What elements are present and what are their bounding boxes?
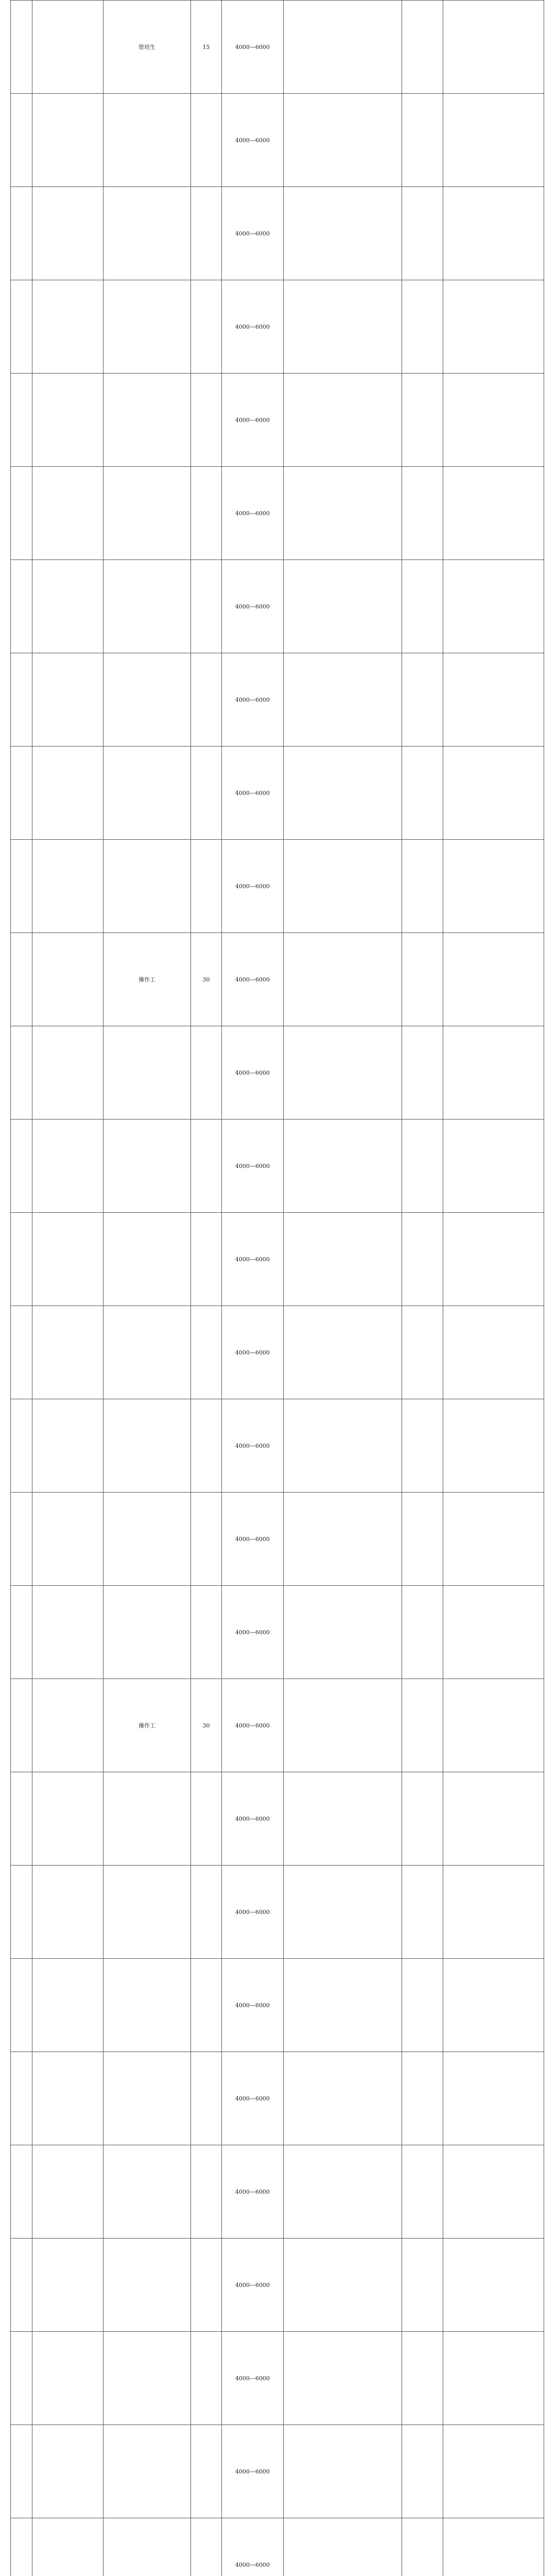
row-number <box>11 374 32 467</box>
position-name: 管培生 <box>103 1 191 94</box>
company-name <box>32 2332 103 2425</box>
salary-range: 4000—6000 <box>222 1120 284 1213</box>
company-name <box>32 1586 103 1679</box>
table-row <box>11 1 544 94</box>
row-number <box>11 2052 32 2145</box>
contact-person <box>402 1026 443 1120</box>
hiring-count <box>191 374 222 467</box>
contact-person <box>402 1772 443 1866</box>
contact-phone <box>443 2239 544 2332</box>
company-name <box>32 1959 103 2052</box>
contact-person <box>402 467 443 560</box>
salary-range: 4000—6000 <box>222 1399 284 1493</box>
company-address <box>284 1306 402 1399</box>
row-number <box>11 1 32 94</box>
table-row <box>11 747 544 840</box>
company-address <box>284 1 402 94</box>
salary-range: 4000—6000 <box>222 2518 284 2576</box>
table-row <box>11 840 544 933</box>
contact-phone <box>443 1772 544 1866</box>
company-address <box>284 2145 402 2239</box>
table-row <box>11 1120 544 1213</box>
row-number <box>11 2239 32 2332</box>
contact-person <box>402 1213 443 1306</box>
company-address <box>284 2425 402 2518</box>
salary-range: 4000—6000 <box>222 1493 284 1586</box>
position-name <box>103 1586 191 1679</box>
salary-range: 4000—6000 <box>222 653 284 747</box>
company-address <box>284 653 402 747</box>
contact-phone <box>443 1026 544 1120</box>
company-address <box>284 1026 402 1120</box>
company-address <box>284 747 402 840</box>
contact-phone <box>443 747 544 840</box>
contact-phone <box>443 1679 544 1772</box>
contact-phone <box>443 1213 544 1306</box>
salary-range: 4000—6000 <box>222 94 284 187</box>
position-name <box>103 94 191 187</box>
row-number <box>11 2145 32 2239</box>
row-number <box>11 280 32 374</box>
table-row <box>11 467 544 560</box>
salary-range: 4000—6000 <box>222 1306 284 1399</box>
position-name <box>103 653 191 747</box>
company-name <box>32 280 103 374</box>
position-name: 操作工 <box>103 933 191 1026</box>
row-number <box>11 187 32 280</box>
position-name <box>103 1399 191 1493</box>
table-row <box>11 1213 544 1306</box>
table-row <box>11 280 544 374</box>
row-number <box>11 2332 32 2425</box>
table-row <box>11 1586 544 1679</box>
row-number <box>11 2425 32 2518</box>
contact-phone <box>443 187 544 280</box>
table-row <box>11 1026 544 1120</box>
row-number <box>11 1679 32 1772</box>
hiring-count <box>191 280 222 374</box>
company-name <box>32 1306 103 1399</box>
row-number <box>11 1772 32 1866</box>
hiring-count <box>191 1493 222 1586</box>
hiring-count <box>191 2239 222 2332</box>
contact-phone <box>443 1 544 94</box>
row-number <box>11 560 32 653</box>
table-row <box>11 2052 544 2145</box>
contact-person <box>402 840 443 933</box>
salary-range: 4000—6000 <box>222 560 284 653</box>
company-name <box>32 1399 103 1493</box>
contact-phone <box>443 374 544 467</box>
row-number <box>11 1493 32 1586</box>
hiring-count <box>191 1586 222 1679</box>
contact-person <box>402 653 443 747</box>
salary-range: 4000—6000 <box>222 1679 284 1772</box>
position-name <box>103 1959 191 2052</box>
salary-range: 4000—6000 <box>222 933 284 1026</box>
company-name <box>32 1866 103 1959</box>
salary-range: 4000—6000 <box>222 2145 284 2239</box>
contact-phone <box>443 560 544 653</box>
salary-range: 4000—6000 <box>222 1 284 94</box>
company-address <box>284 1959 402 2052</box>
company-name <box>32 374 103 467</box>
row-number <box>11 1586 32 1679</box>
hiring-count <box>191 1399 222 1493</box>
hiring-count: 30 <box>191 1679 222 1772</box>
row-number <box>11 653 32 747</box>
position-name <box>103 1306 191 1399</box>
position-name <box>103 840 191 933</box>
position-name: 操作工 <box>103 1679 191 1772</box>
company-name <box>32 1679 103 1772</box>
salary-range: 4000—6000 <box>222 2239 284 2332</box>
table-row <box>11 94 544 187</box>
company-address <box>284 1586 402 1679</box>
contact-person <box>402 1959 443 2052</box>
hiring-count <box>191 1866 222 1959</box>
company-name <box>32 747 103 840</box>
company-address <box>284 840 402 933</box>
contact-person <box>402 2052 443 2145</box>
contact-person <box>402 1679 443 1772</box>
row-number <box>11 1399 32 1493</box>
table-row <box>11 1399 544 1493</box>
position-name <box>103 747 191 840</box>
salary-range: 4000—6000 <box>222 374 284 467</box>
company-name <box>32 1026 103 1120</box>
position-name <box>103 1120 191 1213</box>
salary-range: 4000—6000 <box>222 187 284 280</box>
company-name <box>32 467 103 560</box>
hiring-count <box>191 2518 222 2576</box>
contact-person <box>402 1120 443 1213</box>
company-address <box>284 1399 402 1493</box>
hiring-count <box>191 1306 222 1399</box>
hiring-count <box>191 653 222 747</box>
salary-range: 4000—6000 <box>222 2052 284 2145</box>
contact-person <box>402 1 443 94</box>
hiring-count <box>191 1213 222 1306</box>
company-name <box>32 94 103 187</box>
row-number <box>11 1959 32 2052</box>
position-name <box>103 280 191 374</box>
hiring-count <box>191 1120 222 1213</box>
salary-range: 4000—6000 <box>222 2332 284 2425</box>
hiring-count <box>191 2145 222 2239</box>
salary-range: 4000—6000 <box>222 1586 284 1679</box>
table-row <box>11 2425 544 2518</box>
job-listing-table <box>10 0 544 2576</box>
salary-range: 4000—6000 <box>222 1026 284 1120</box>
contact-phone <box>443 1493 544 1586</box>
contact-phone <box>443 1866 544 1959</box>
contact-person <box>402 2332 443 2425</box>
company-name <box>32 1120 103 1213</box>
table-row <box>11 2145 544 2239</box>
hiring-count <box>191 187 222 280</box>
company-address <box>284 2332 402 2425</box>
company-name <box>32 2052 103 2145</box>
company-address <box>284 2518 402 2576</box>
table-row <box>11 1306 544 1399</box>
hiring-count <box>191 94 222 187</box>
hiring-count: 15 <box>191 1 222 94</box>
salary-range: 4000—6000 <box>222 840 284 933</box>
contact-person <box>402 1586 443 1679</box>
table-row <box>11 1866 544 1959</box>
contact-phone <box>443 2052 544 2145</box>
salary-range: 4000—6000 <box>222 280 284 374</box>
hiring-count <box>191 467 222 560</box>
contact-person <box>402 2518 443 2576</box>
hiring-count <box>191 560 222 653</box>
salary-range: 4000—6000 <box>222 2425 284 2518</box>
company-name <box>32 2518 103 2576</box>
company-address <box>284 1679 402 1772</box>
table-row <box>11 1493 544 1586</box>
contact-person <box>402 933 443 1026</box>
contact-person <box>402 2145 443 2239</box>
company-name <box>32 653 103 747</box>
hiring-count <box>191 1772 222 1866</box>
contact-phone <box>443 1959 544 2052</box>
contact-person <box>402 1306 443 1399</box>
contact-phone <box>443 933 544 1026</box>
company-name <box>32 1772 103 1866</box>
table-row <box>11 653 544 747</box>
position-name <box>103 2425 191 2518</box>
row-number <box>11 840 32 933</box>
row-number <box>11 2518 32 2576</box>
table-row <box>11 2518 544 2576</box>
company-address <box>284 1493 402 1586</box>
company-address <box>284 280 402 374</box>
contact-phone <box>443 1399 544 1493</box>
company-name <box>32 560 103 653</box>
position-name <box>103 2518 191 2576</box>
contact-phone <box>443 2518 544 2576</box>
salary-range: 4000—6000 <box>222 1213 284 1306</box>
position-name <box>103 2052 191 2145</box>
company-name <box>32 2145 103 2239</box>
contact-phone <box>443 1120 544 1213</box>
table-row <box>11 1772 544 1866</box>
hiring-count <box>191 1026 222 1120</box>
contact-person <box>402 2239 443 2332</box>
table-row <box>11 560 544 653</box>
company-address <box>284 1866 402 1959</box>
position-name <box>103 1213 191 1306</box>
company-name <box>32 2425 103 2518</box>
row-number <box>11 747 32 840</box>
table-row <box>11 1679 544 1772</box>
table-row <box>11 374 544 467</box>
hiring-count <box>191 747 222 840</box>
contact-phone <box>443 94 544 187</box>
company-name <box>32 2239 103 2332</box>
hiring-count <box>191 840 222 933</box>
contact-person <box>402 94 443 187</box>
table-row <box>11 2332 544 2425</box>
position-name <box>103 1493 191 1586</box>
row-number <box>11 1213 32 1306</box>
position-name <box>103 374 191 467</box>
row-number <box>11 1120 32 1213</box>
table-row <box>11 1959 544 2052</box>
hiring-count <box>191 2052 222 2145</box>
position-name <box>103 2145 191 2239</box>
company-address <box>284 1120 402 1213</box>
row-number <box>11 1306 32 1399</box>
company-name <box>32 1213 103 1306</box>
contact-phone <box>443 1306 544 1399</box>
contact-person <box>402 747 443 840</box>
hiring-count <box>191 1959 222 2052</box>
position-name <box>103 2332 191 2425</box>
hiring-count: 30 <box>191 933 222 1026</box>
contact-person <box>402 1493 443 1586</box>
hiring-count <box>191 2332 222 2425</box>
salary-range: 4000—6000 <box>222 1772 284 1866</box>
position-name <box>103 560 191 653</box>
row-number <box>11 1026 32 1120</box>
salary-range: 4000—6000 <box>222 1866 284 1959</box>
contact-phone <box>443 467 544 560</box>
position-name <box>103 1866 191 1959</box>
company-address <box>284 2239 402 2332</box>
company-address <box>284 94 402 187</box>
table-row <box>11 187 544 280</box>
position-name <box>103 467 191 560</box>
company-address <box>284 933 402 1026</box>
contact-phone <box>443 1586 544 1679</box>
row-number <box>11 933 32 1026</box>
contact-person <box>402 187 443 280</box>
company-address <box>284 1213 402 1306</box>
salary-range: 4000—6000 <box>222 1959 284 2052</box>
company-address <box>284 2052 402 2145</box>
position-name <box>103 187 191 280</box>
company-name <box>32 1 103 94</box>
contact-person <box>402 560 443 653</box>
contact-phone <box>443 280 544 374</box>
company-address <box>284 560 402 653</box>
company-address <box>284 467 402 560</box>
contact-person <box>402 2425 443 2518</box>
position-name <box>103 2239 191 2332</box>
company-address <box>284 374 402 467</box>
contact-phone <box>443 2145 544 2239</box>
contact-person <box>402 280 443 374</box>
hiring-count <box>191 2425 222 2518</box>
salary-range: 4000—6000 <box>222 747 284 840</box>
contact-phone <box>443 840 544 933</box>
company-name <box>32 1493 103 1586</box>
position-name <box>103 1026 191 1120</box>
table-row <box>11 933 544 1026</box>
company-address <box>284 1772 402 1866</box>
row-number <box>11 467 32 560</box>
position-name <box>103 1772 191 1866</box>
company-name <box>32 840 103 933</box>
company-name <box>32 933 103 1026</box>
contact-phone <box>443 2425 544 2518</box>
company-name <box>32 187 103 280</box>
contact-person <box>402 1866 443 1959</box>
company-address <box>284 187 402 280</box>
contact-person <box>402 1399 443 1493</box>
row-number <box>11 1866 32 1959</box>
table-row <box>11 2239 544 2332</box>
contact-person <box>402 374 443 467</box>
row-number <box>11 94 32 187</box>
contact-phone <box>443 653 544 747</box>
salary-range: 4000—6000 <box>222 467 284 560</box>
contact-phone <box>443 2332 544 2425</box>
